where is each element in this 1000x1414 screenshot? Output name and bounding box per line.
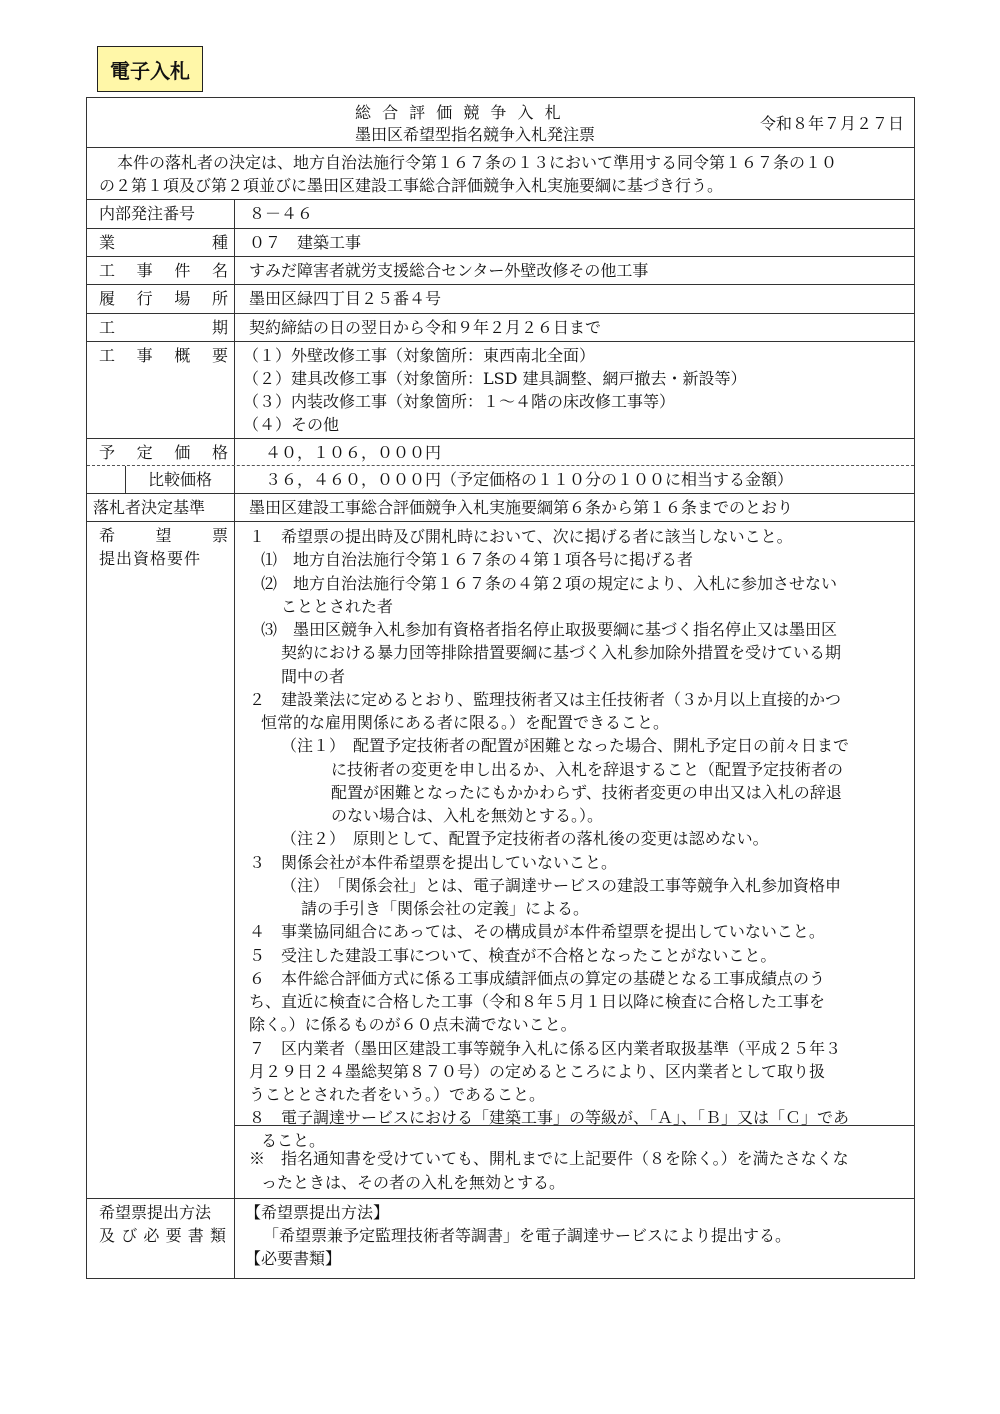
requirement-7: ７ 区内業者（墨田区建設工事等競争入札に係る区内業者取扱基準（平成２５年３ bbox=[249, 1039, 842, 1058]
order-form-table bbox=[86, 97, 915, 1279]
requirement-2-note-1-cont: のない場合は、入札を無効とする。）。 bbox=[331, 806, 604, 825]
requirement-3: ３ 関係会社が本件希望票を提出していないこと。 bbox=[249, 853, 618, 872]
compare-price-row bbox=[87, 466, 914, 494]
requirement-1-1: ⑴ 地方自治法施行令第１６７条の４第１項各号に掲げる者 bbox=[261, 550, 694, 569]
requirement-8-cont: ること。 bbox=[261, 1131, 326, 1150]
qualification-label: 希 望 票 提出資格要件 bbox=[87, 522, 235, 1198]
requirement-6: ６ 本件総合評価方式に係る工事成績評価点の算定の基礎となる工事成績点のう bbox=[249, 969, 826, 988]
requirement-2: ２ 建設業法に定めるとおり、監理技術者又は主任技術者（３か月以上直接的かつ bbox=[249, 690, 842, 709]
electronic-bidding-badge: 電子入札 bbox=[97, 46, 203, 92]
requirement-1-2-cont: こととされた者 bbox=[281, 597, 394, 616]
note-line-2: ったときは、その者の入札を無効とする。 bbox=[261, 1173, 566, 1192]
work-name-label: 工 事 件 名 bbox=[87, 257, 235, 284]
location-row bbox=[87, 285, 914, 314]
outline-item: （３）内装改修工事（対象箇所：１～４階の床改修工事等） bbox=[243, 392, 676, 411]
requirement-3-note: （注） 「関係会社」とは、電子調達サービスの建設工事等競争入札参加資格申 bbox=[281, 876, 842, 895]
location-label: 履 行 場 所 bbox=[87, 285, 235, 313]
requirement-6-cont: 除く。）に係るものが６０点未満でないこと。 bbox=[249, 1015, 577, 1034]
requirement-7-cont: 月２９日２４墨総契第８７０号）の定めるところにより、区内業者として取り扱 bbox=[249, 1062, 826, 1081]
issue-date: 令和８年７月２７日 bbox=[759, 114, 904, 133]
order-number-row bbox=[87, 200, 914, 229]
period-row bbox=[87, 314, 914, 342]
requirement-1: １ 希望票の提出時及び開札時において、次に掲げる者に該当しないこと。 bbox=[249, 527, 793, 546]
requirement-2-note-2: （注２） 原則として、配置予定技術者の落札後の変更は認めない。 bbox=[281, 829, 769, 848]
compare-price-value: ３６，４６０，０００円（予定価格の１１０分の１００に相当する金額） bbox=[265, 470, 794, 489]
outline-list bbox=[235, 342, 914, 438]
requirement-2-note-1-cont: 配置が困難となったにもかかわらず、技術者変更の申出又は入札の辞退 bbox=[331, 783, 842, 802]
requirement-3-note-cont: 請の手引き「関係会社の定義」による。 bbox=[301, 899, 590, 918]
requirement-2-note-1-cont: に技術者の変更を申し出るか、入札を辞退すること（配置予定技術者の bbox=[331, 760, 844, 779]
requirement-1-3-cont: 間中の者 bbox=[281, 667, 346, 686]
order-number-value: ８－４６ bbox=[249, 204, 314, 223]
note-line-1: ※ 指名通知書を受けていても、開札までに上記要件（８を除く。）を満たさなくな bbox=[249, 1149, 849, 1168]
planned-price-value: ４０，１０６，０００円 bbox=[265, 443, 442, 462]
outline-item: （２）建具改修工事（対象箇所：LSD 建具調整、網戸撤去・新設等） bbox=[243, 369, 747, 388]
location-value: 墨田区緑四丁目２５番４号 bbox=[249, 289, 442, 308]
criteria-row bbox=[87, 494, 914, 522]
outline-row bbox=[87, 342, 914, 439]
submission-details bbox=[235, 1199, 914, 1278]
form-subtitle: 墨田区希望型指名競争入札発注票 bbox=[355, 125, 596, 144]
category-row bbox=[87, 229, 914, 257]
work-name-row bbox=[87, 257, 914, 285]
requirement-1-2: ⑵ 地方自治法施行令第１６７条の４第２項の規定により、入札に参加させない bbox=[261, 574, 838, 593]
outline-item: （１）外壁改修工事（対象箇所：東西南北全面） bbox=[243, 346, 596, 365]
submission-method-text: 「希望票兼予定監理技術者等調書」を電子調達サービスにより提出する。 bbox=[263, 1226, 792, 1245]
requirement-7-cont: うこととされた者をいう。）であること。 bbox=[249, 1085, 546, 1104]
intro-row bbox=[87, 148, 914, 200]
outline-label: 工 事 概 要 bbox=[87, 342, 235, 438]
requirement-4: ４ 事業協同組合にあっては、その構成員が本件希望票を提出していないこと。 bbox=[249, 922, 825, 941]
qualification-row bbox=[87, 522, 914, 1199]
qualification-requirements bbox=[235, 522, 914, 1150]
submission-row bbox=[87, 1199, 914, 1278]
required-documents-heading: 【必要書類】 bbox=[245, 1249, 342, 1268]
category-value: ０７ 建築工事 bbox=[249, 233, 362, 252]
category-label: 業 種 bbox=[87, 229, 235, 256]
compare-price-label: 比較価格 bbox=[125, 466, 235, 493]
order-number-label: 内部発注番号 bbox=[87, 200, 235, 228]
intro-line-1: 本件の落札者の決定は、地方自治法施行令第１６７条の１３において準用する同令第１６７条の１０ bbox=[117, 153, 838, 172]
period-value: 契約締結の日の翌日から令和９年２月２６日まで bbox=[249, 318, 602, 337]
requirement-5: ５ 受注した建設工事について、検査が不合格となったことがないこと。 bbox=[249, 946, 777, 965]
submission-method-heading: 【希望票提出方法】 bbox=[245, 1203, 390, 1222]
requirement-1-3: ⑶ 墨田区競争入札参加有資格者指名停止取扱要綱に基づく指名停止又は墨田区 bbox=[261, 620, 838, 639]
requirement-8: ８ 電子調達サービスにおける「建築工事」の等級が、「Ａ」、「Ｂ」又は「Ｃ」であ bbox=[249, 1108, 850, 1127]
header-row bbox=[87, 98, 914, 148]
qualification-note bbox=[235, 1125, 914, 1198]
criteria-value: 墨田区建設工事総合評価競争入札実施要綱第６条から第１６条までのとおり bbox=[249, 498, 794, 517]
intro-line-2: の２第１項及び第２項並びに墨田区建設工事総合評価競争入札実施要綱に基づき行う。 bbox=[99, 176, 724, 195]
criteria-label: 落札者決定基準 bbox=[87, 494, 235, 521]
outline-item: （４）その他 bbox=[243, 415, 340, 434]
period-label: 工 期 bbox=[87, 314, 235, 341]
form-title: 総 合 評 価 競 争 入 札 bbox=[355, 103, 564, 122]
requirement-1-3-cont: 契約における暴力団等排除措置要綱に基づく入札参加除外措置を受けている期 bbox=[281, 643, 842, 662]
requirement-2-note-1: （注１） 配置予定技術者の配置が困難となった場合、開札予定日の前々日まで bbox=[281, 736, 850, 755]
requirement-6-cont: ち、直近に検査に合格した工事（令和８年５月１日以降に検査に合格した工事を bbox=[249, 992, 826, 1011]
planned-price-row bbox=[87, 439, 914, 466]
requirement-2-cont: 恒常的な雇用関係にある者に限る。）を配置できること。 bbox=[261, 713, 670, 732]
planned-price-label: 予 定 価 格 bbox=[87, 439, 235, 465]
work-name-value: すみだ障害者就労支援総合センター外壁改修その他工事 bbox=[249, 261, 649, 280]
submission-label: 希望票提出方法 及 び 必 要 書 類 bbox=[87, 1199, 235, 1278]
